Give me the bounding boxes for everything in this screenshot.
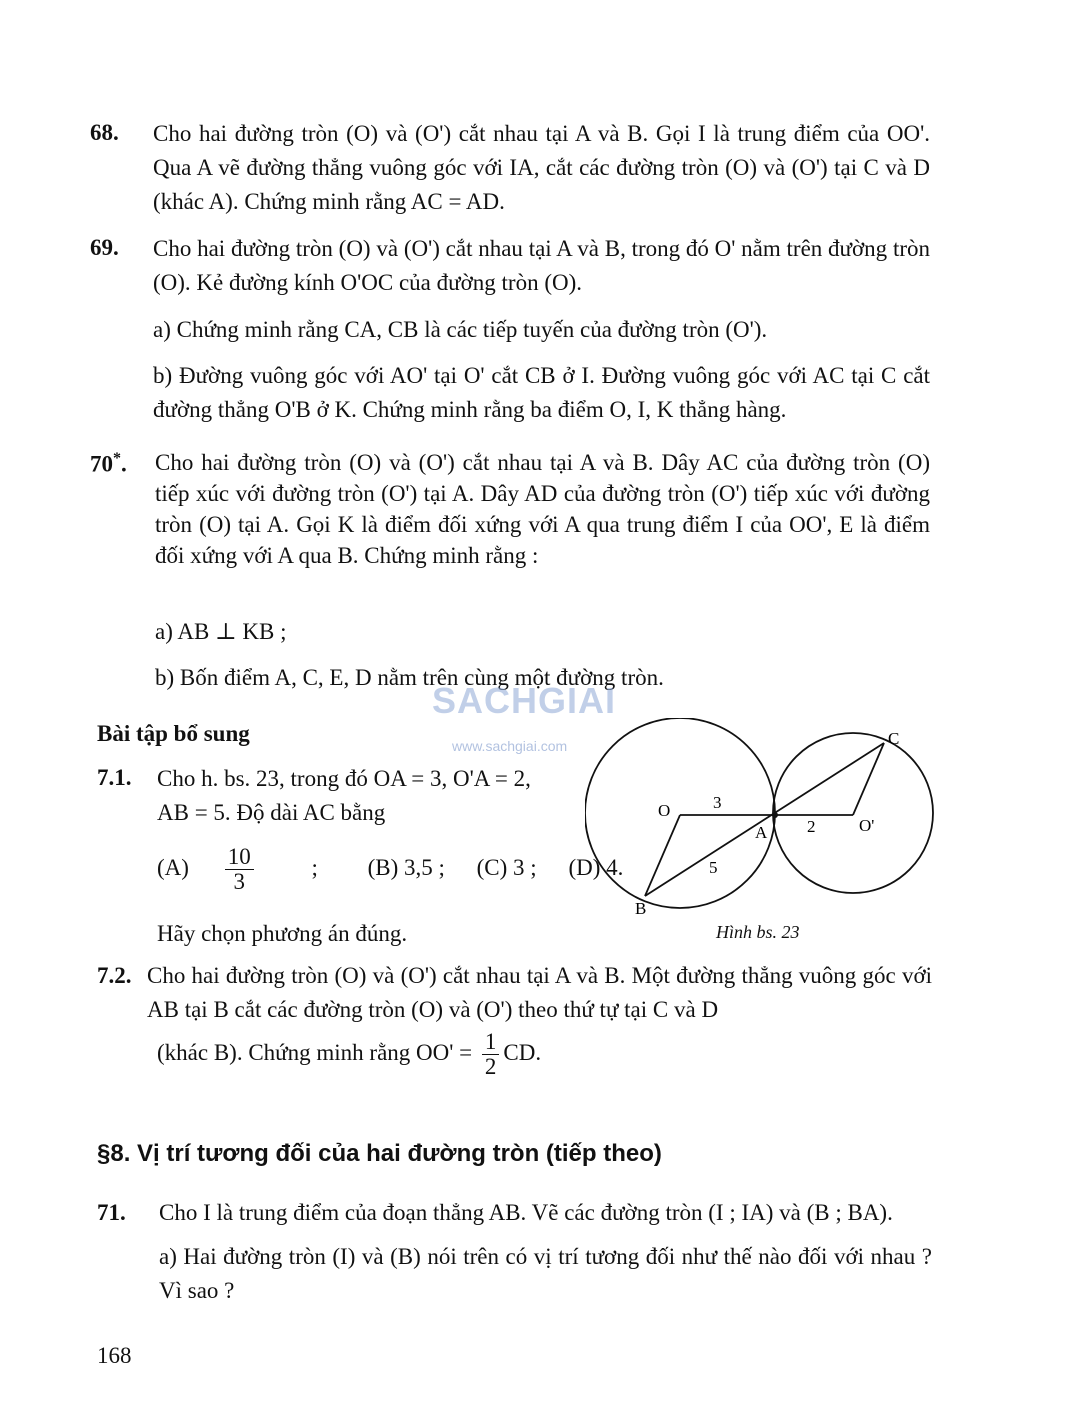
problem-71-text: Cho I là trung điểm của đoạn thẳng AB. Vẽ các đường tròn (I ; IA) và (B ; BA).	[159, 1200, 893, 1225]
segment-b-c	[645, 743, 884, 896]
problem-7-1-number: 7.1.	[97, 765, 132, 790]
option-a-numerator: 10	[225, 845, 254, 870]
label-length-o-prime-a: 2	[807, 817, 816, 836]
label-c: C	[888, 729, 900, 748]
supplement-heading: Bài tập bổ sung	[97, 721, 250, 746]
option-a-fraction	[225, 845, 280, 894]
problem-7-2-suffix: CD.	[503, 1039, 542, 1065]
label-b: B	[635, 899, 647, 918]
option-b: (B) 3,5 ;	[367, 854, 445, 880]
problem-71-number: 71.	[97, 1200, 126, 1225]
option-a-tail: ;	[311, 854, 318, 880]
problem-69-part-b: b) Đường vuông góc với AO' tại O' cắt CB ở I. Đường vuông góc với AC tại C cắt đường thẳng O'B ở K. Chứng minh rằng ba điểm O, I, K thẳng hàng.	[153, 363, 930, 422]
problem-70-num: 70	[90, 451, 113, 477]
problem-70-part-a: a) AB ⊥ KB ;	[155, 619, 287, 644]
option-c: (C) 3 ;	[476, 854, 537, 880]
problem-68-text: Cho hai đường tròn (O) và (O') cắt nhau tại A và B. Gọi I là trung điểm của OO'. Qua A vẽ đường thẳng vuông góc với IA, cắt các đường tròn (O) và (O') tại C và D (khác A). Chứng minh rằng AC = AD.	[153, 121, 930, 214]
problem-70-part-b: b) Bốn điểm A, C, E, D nằm trên cùng một đường tròn.	[155, 665, 664, 690]
figure-caption: Hình bs. 23	[716, 922, 800, 942]
problem-70-number	[90, 450, 127, 478]
problem-7-2-prefix: (khác B). Chứng minh rằng OO' =	[157, 1039, 473, 1065]
label-a: A	[755, 823, 768, 842]
problem-70-text: Cho hai đường tròn (O) và (O') cắt nhau tại A và B. Dây AC của đường tròn (O) tiếp xúc với đường tròn (O') tại A. Dây AD của đường tròn (O') tiếp xúc với đường tròn (O) tại A. Gọi K là điểm đối xứng với A qua trung điểm I của OO', E là điểm đối xứng với A qua B. Chứng minh rằng :	[155, 450, 930, 568]
option-a-label: (A)	[157, 854, 189, 880]
page-number: 168	[97, 1343, 132, 1368]
watermark-url: www.sachgiai.com	[452, 738, 568, 754]
label-length-oa: 3	[713, 793, 722, 812]
problem-7-2-text: Cho hai đường tròn (O) và (O') cắt nhau tại A và B. Một đường thẳng vuông góc với AB tại B cắt các đường tròn (O) và (O') theo thứ tự tại C và D	[147, 963, 932, 1022]
point-a	[772, 812, 778, 818]
problem-7-1-line1: Cho h. bs. 23, trong đó OA = 3, O'A = 2,	[157, 766, 531, 791]
problem-70-dot: .	[121, 451, 127, 477]
problem-69-text: Cho hai đường tròn (O) và (O') cắt nhau tại A và B, trong đó O' nằm trên đường tròn (O). Kẻ đường kính O'OC của đường tròn (O).	[153, 236, 930, 295]
problem-71-part-a: a) Hai đường tròn (I) và (B) nói trên có vị trí tương đối như thế nào đối với nhau ? Vì sao ?	[159, 1244, 932, 1303]
label-o-prime: O'	[859, 816, 875, 835]
problem-7-1-options	[157, 845, 649, 894]
label-o: O	[658, 801, 671, 820]
option-a-denominator: 3	[233, 869, 245, 894]
problem-7-1-line2: AB = 5. Độ dài AC bằng	[157, 800, 386, 825]
problem-70-star: *	[113, 450, 121, 467]
section-heading: §8. Vị trí tương đối của hai đường tròn (tiếp theo)	[97, 1140, 662, 1167]
label-length-ab: 5	[709, 858, 718, 877]
problem-68-number: 68.	[90, 120, 119, 145]
problem-7-2-fraction	[482, 1030, 500, 1079]
circle-o	[585, 718, 775, 908]
option-d: (D) 4.	[568, 854, 624, 880]
problem-7-2-numerator: 1	[482, 1030, 500, 1055]
watermark-brand: SACHGIAI	[432, 680, 617, 721]
problem-7-2-number: 7.2.	[97, 963, 132, 988]
problem-7-1-instruction: Hãy chọn phương án đúng.	[157, 921, 408, 946]
problem-69-number: 69.	[90, 235, 119, 260]
problem-69-part-a: a) Chứng minh rằng CA, CB là các tiếp tuyến của đường tròn (O').	[153, 317, 768, 342]
problem-7-2-formula-line	[157, 1030, 541, 1079]
figure-bs23	[585, 718, 945, 918]
problem-7-2-denominator: 2	[484, 1054, 497, 1079]
option-a	[157, 844, 350, 894]
